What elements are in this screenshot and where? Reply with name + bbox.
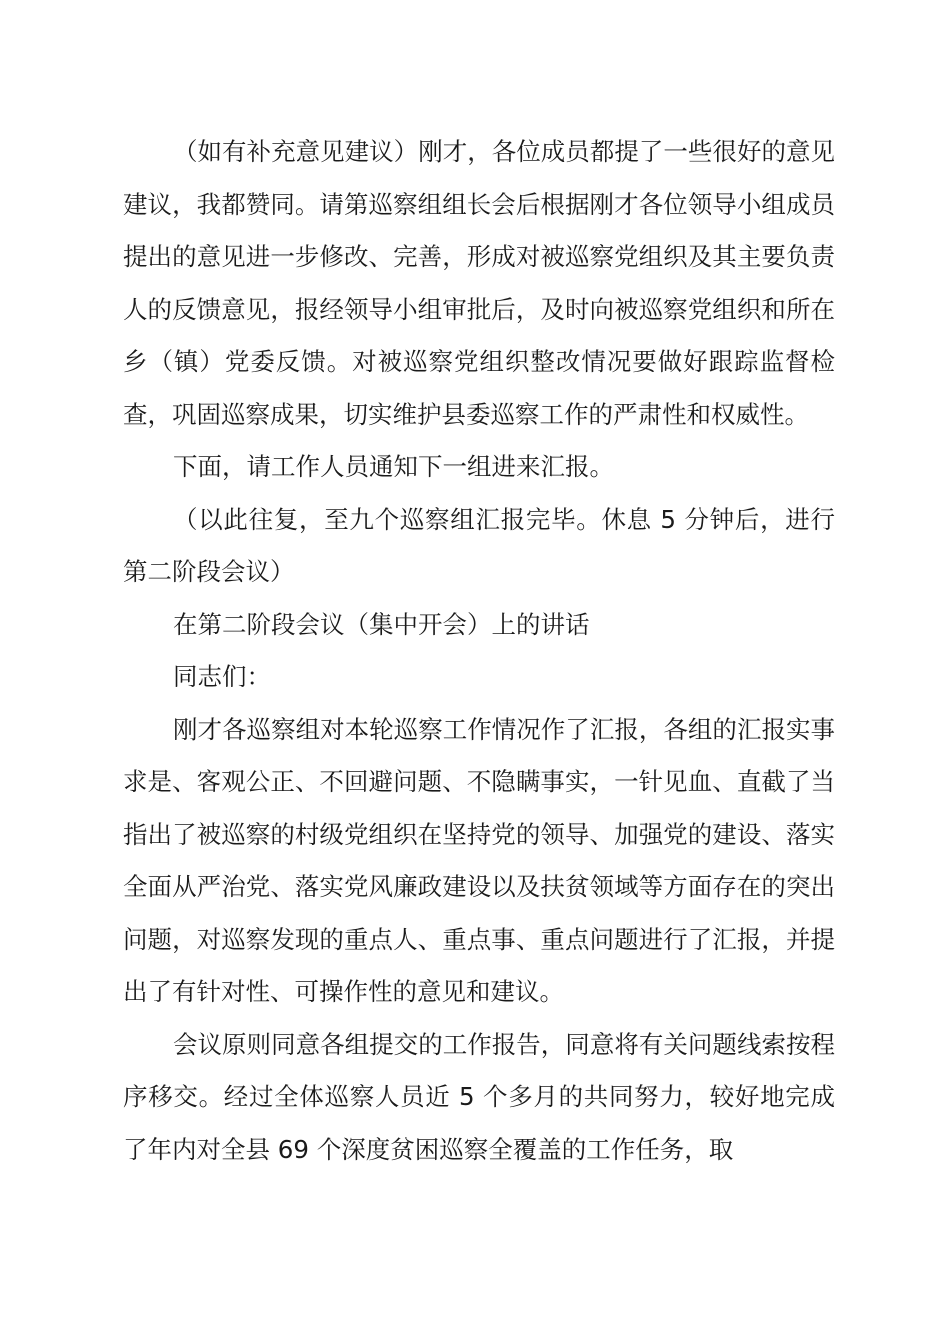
paragraph-repeat-note: （以此往复，至九个巡察组汇报完毕。休息 5 分钟后，进行第二阶段会议） (123, 504, 835, 586)
body-text (123, 126, 835, 1176)
paragraph-report-summary: 刚才各巡察组对本轮巡察工作情况作了汇报，各组的汇报实事求是、客观公正、不回避问题、不隐瞒事实，一针见血、直截了当指出了被巡察的村级党组织在坚持党的领导、加强党的建设、落实全面从严治党、落实党风廉政建设以及扶贫领域等方面存在的突出问题，对巡察发现的重点人、重点事、重点问题进行了汇报，并提出了有针对性、可操作性的意见和建议。 (123, 714, 835, 1006)
paragraph-approval: 会议原则同意各组提交的工作报告，同意将有关问题线索按程序移交。经过全体巡察人员近 5 个多月的共同努力，较好地完成了年内对全县 69 个深度贫困巡察全覆盖的工作任务，取 (123, 1029, 835, 1164)
paragraph-feedback-instructions: （如有补充意见建议）刚才，各位成员都提了一些很好的意见建议，我都赞同。请第巡察组组长会后根据刚才各位领导小组成员提出的意见进一步修改、完善，形成对被巡察党组织及其主要负责人的反馈意见，报经领导小组审批后，及时向被巡察党组织和所在乡（镇）党委反馈。对被巡察党组织整改情况要做好跟踪监督检查，巩固巡察成果，切实维护县委巡察工作的严肃性和权威性。 (123, 137, 835, 429)
paragraph-next-group: 下面，请工作人员通知下一组进来汇报。 (173, 452, 614, 481)
salutation: 同志们： (173, 662, 271, 691)
section-heading: 在第二阶段会议（集中开会）上的讲话 (173, 609, 590, 639)
